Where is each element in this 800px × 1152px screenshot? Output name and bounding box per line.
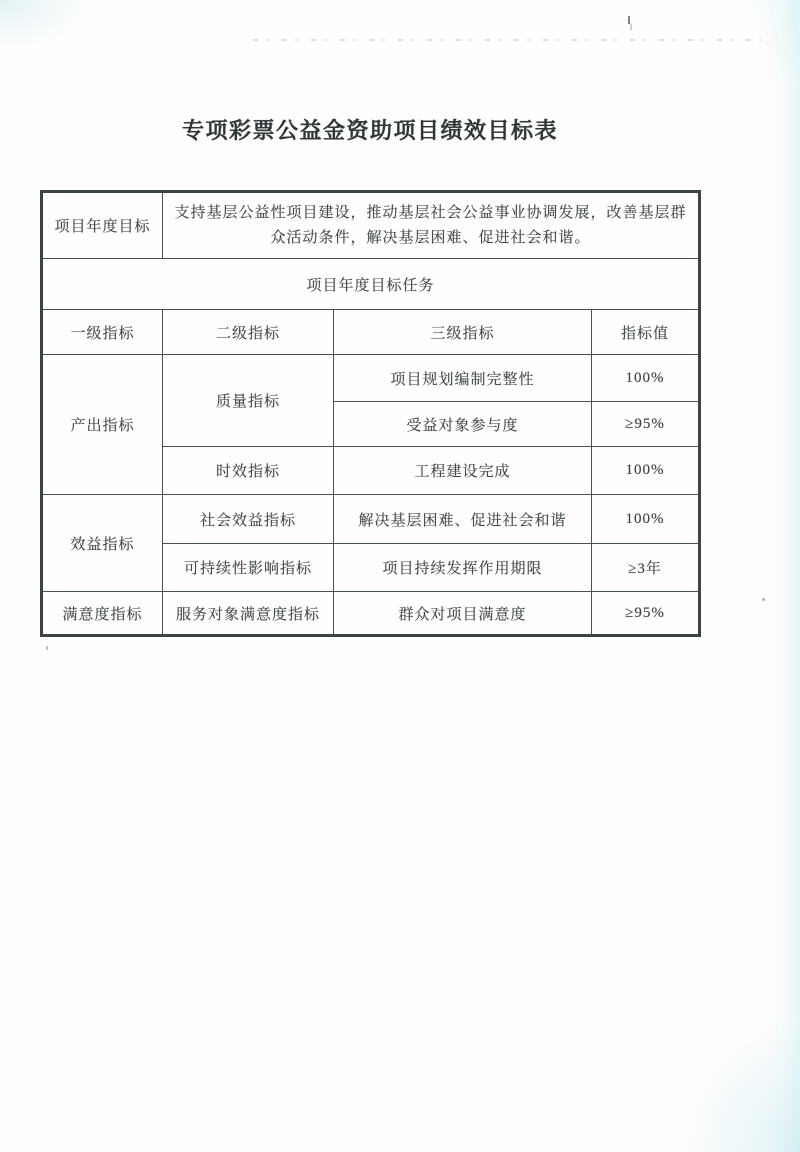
cell-level3: 项目规划编制完整性 bbox=[334, 355, 592, 402]
annual-goal-label: 项目年度目标 bbox=[42, 192, 163, 259]
table-row bbox=[42, 259, 700, 310]
header-level2: 二级指标 bbox=[163, 310, 334, 355]
table-row bbox=[42, 495, 700, 544]
cell-level2-social: 社会效益指标 bbox=[163, 495, 334, 544]
cell-level2-timeliness: 时效指标 bbox=[163, 447, 334, 495]
scan-speck bbox=[46, 646, 48, 650]
scan-speck bbox=[762, 598, 765, 601]
scan-tint-bottom-right bbox=[610, 932, 800, 1152]
cell-value: 100% bbox=[592, 495, 700, 544]
scan-artifact-dashed-line bbox=[253, 39, 775, 41]
cell-value: ≥3年 bbox=[592, 544, 700, 592]
cell-level2-sustainability: 可持续性影响指标 bbox=[163, 544, 334, 592]
cell-level2-quality: 质量指标 bbox=[163, 355, 334, 447]
page-title: 专项彩票公益金资助项目绩效目标表 bbox=[181, 118, 558, 143]
cell-level3: 受益对象参与度 bbox=[334, 402, 592, 447]
cell-level2-service: 服务对象满意度指标 bbox=[163, 592, 334, 636]
cell-level1-output: 产出指标 bbox=[42, 355, 163, 495]
table-row bbox=[42, 355, 700, 402]
cell-value: 100% bbox=[592, 355, 700, 402]
header-level3: 三级指标 bbox=[334, 310, 592, 355]
table-row bbox=[42, 592, 700, 636]
cell-value: ≥95% bbox=[592, 592, 700, 636]
cell-level3: 工程建设完成 bbox=[334, 447, 592, 495]
cell-level3: 项目持续发挥作用期限 bbox=[334, 544, 592, 592]
scan-artifact-mark bbox=[628, 16, 630, 24]
cell-level3: 解决基层困难、促进社会和谐 bbox=[334, 495, 592, 544]
cell-value: ≥95% bbox=[592, 402, 700, 447]
table-row bbox=[42, 192, 700, 259]
annual-goal-text: 支持基层公益性项目建设，推动基层社会公益事业协调发展，改善基层群众活动条件，解决基层困难、促进社会和谐。 bbox=[163, 192, 700, 259]
header-value: 指标值 bbox=[592, 310, 700, 355]
header-level1: 一级指标 bbox=[42, 310, 163, 355]
cell-level3: 群众对项目满意度 bbox=[334, 592, 592, 636]
table-header-row bbox=[42, 310, 700, 355]
section-title-cell: 项目年度目标任务 bbox=[42, 259, 700, 310]
performance-target-table bbox=[40, 190, 701, 637]
cell-value: 100% bbox=[592, 447, 700, 495]
cell-level1-benefit: 效益指标 bbox=[42, 495, 163, 592]
cell-level1-satisfaction: 满意度指标 bbox=[42, 592, 163, 636]
scan-tint-top-left bbox=[0, 0, 140, 90]
scan-tint-right-edge bbox=[764, 0, 800, 1152]
